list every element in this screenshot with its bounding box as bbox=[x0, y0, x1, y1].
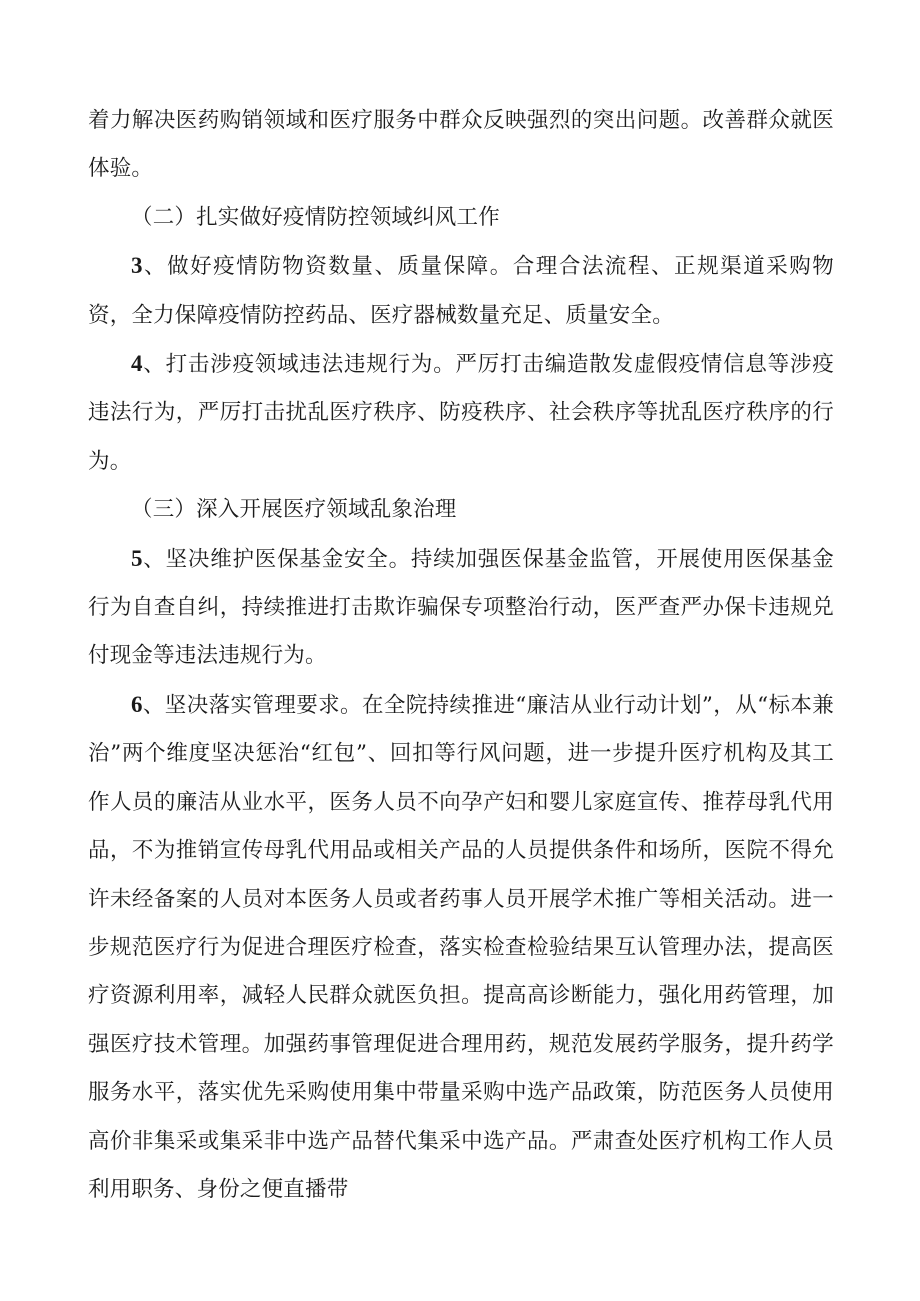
paragraph-text: 、坚决维护医保基金安全。持续加强医保基金监管，开展使用医保基金行为自查自纠，持续推进打击欺诈骗保专项整治行动，医严查严办保卡违规兑付现金等违法违规行为。 bbox=[88, 546, 834, 669]
paragraph-text: 、打击涉疫领域违法违规行为。严厉打击编造散发虚假疫情信息等涉疫违法行为，严厉打击扰乱医疗秩序、防疫秩序、社会秩序等扰乱医疗秩序的行为。 bbox=[88, 352, 834, 474]
paragraph-item-5 bbox=[88, 535, 834, 681]
heading-text: （三）深入开展医疗领域乱象治理 bbox=[131, 497, 457, 523]
paragraph-item-6 bbox=[88, 681, 834, 1214]
section-heading-3 bbox=[88, 486, 834, 534]
paragraph-item-3 bbox=[88, 242, 834, 340]
paragraph-continued bbox=[88, 97, 834, 194]
paragraph-text: 、做好疫情防物资数量、质量保障。合理合法流程、正规渠道采购物资，全力保障疫情防控药品、医疗器械数量充足、质量安全。 bbox=[88, 254, 834, 328]
item-number: 3 bbox=[131, 253, 143, 279]
paragraph-item-4 bbox=[88, 340, 834, 486]
section-heading-2 bbox=[88, 194, 834, 242]
item-number: 4 bbox=[131, 351, 143, 377]
paragraph-text: 着力解决医药购销领域和医疗服务中群众反映强烈的突出问题。改善群众就医体验。 bbox=[88, 108, 834, 182]
heading-text: （二）扎实做好疫情防控领域纠风工作 bbox=[131, 204, 500, 230]
paragraph-text: 、坚决落实管理要求。在全院持续推进“廉洁从业行动计划”，从“标本兼治”两个维度坚决惩治“红包”、回扣等行风问题，进一步提升医疗机构及其工作人员的廉洁从业水平，医务人员不向孕产妇和婴儿家庭宣传、推荐母乳代用品，不为推销宣传母乳代用品或相关产品的人员提供条件和场所，医院不得允许未经备案的人员对本医务人员或者药事人员开展学术推广等相关活动。进一步规范医疗行为促进合理医疗检查，落实检查检验结果互认管理办法，提高医疗资源利用率，减轻人民群众就医负担。提高高诊断能力，强化用药管理，加强医疗技术管理。加强药事管理促进合理用药，规范发展药学服务，提升药学服务水平，落实优先采购使用集中带量采购中选产品政策，防范医务人员使用高价非集采或集采非中选产品替代集采中选产品。严肃查处医疗机构工作人员利用职务、身份之便直播带 bbox=[88, 692, 834, 1202]
item-number: 6 bbox=[131, 691, 143, 717]
item-number: 5 bbox=[131, 545, 143, 571]
document-body bbox=[88, 97, 834, 1214]
